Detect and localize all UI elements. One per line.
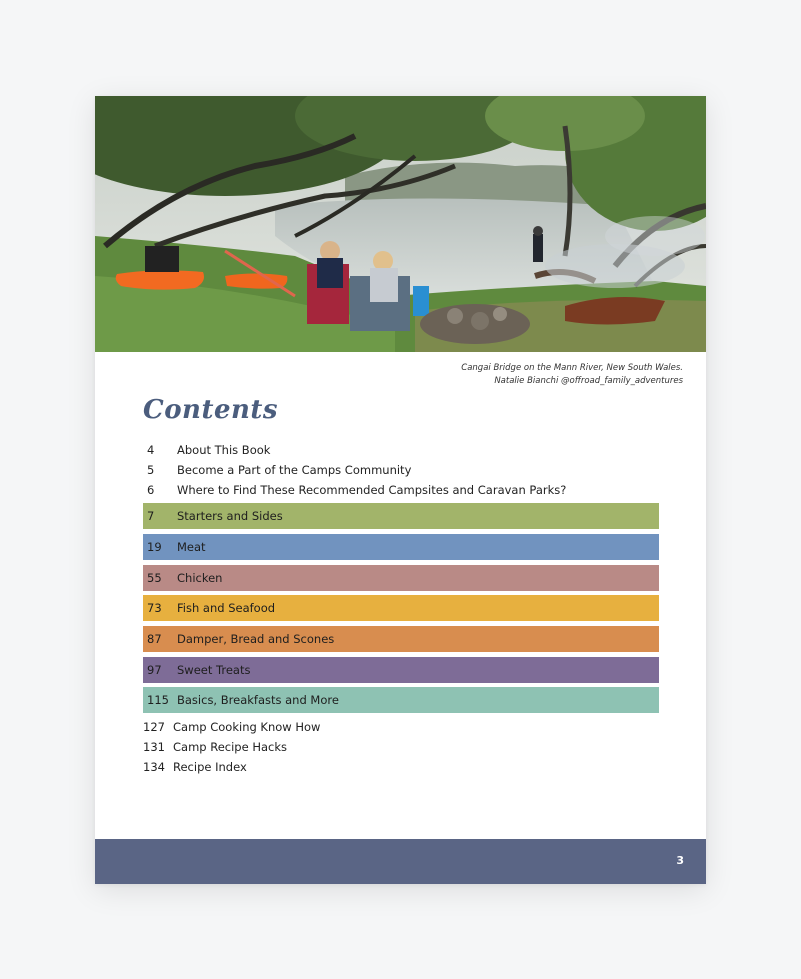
- toc-entry[interactable]: [143, 737, 287, 757]
- toc-title: Fish and Seafood: [177, 601, 276, 615]
- toc-page-number: 5: [147, 463, 155, 477]
- book-page: [95, 96, 706, 884]
- toc-title: Chicken: [177, 571, 223, 585]
- toc-page-number: 134: [143, 760, 165, 774]
- toc-title: Sweet Treats: [177, 663, 251, 677]
- toc-section-fish[interactable]: [143, 595, 659, 621]
- page-footer: [95, 839, 706, 884]
- caption-line-1: Cangai Bridge on the Mann River, New South Wales.: [461, 363, 683, 373]
- photo-caption: [461, 362, 683, 388]
- toc-title: Where to Find These Recommended Campsites and Caravan Parks?: [177, 483, 567, 497]
- toc-page-number: 55: [147, 571, 162, 585]
- toc-page-number: 97: [147, 663, 162, 677]
- toc-section-damper[interactable]: [143, 626, 659, 652]
- toc-title: Basics, Breakfasts and More: [177, 693, 339, 707]
- campsite-photo: [95, 96, 706, 352]
- toc-section-chicken[interactable]: [143, 565, 659, 591]
- toc-title: Camp Cooking Know How: [173, 720, 321, 734]
- toc-page-number: 87: [147, 632, 162, 646]
- toc-entry[interactable]: [143, 717, 320, 737]
- toc-entry[interactable]: [143, 480, 566, 500]
- caption-line-2: Natalie Bianchi @offroad_family_adventures: [494, 376, 683, 386]
- toc-title: Meat: [177, 540, 206, 554]
- toc-page-number: 19: [147, 540, 162, 554]
- toc-title: Damper, Bread and Scones: [177, 632, 335, 646]
- toc-title: Become a Part of the Camps Community: [177, 463, 412, 477]
- toc-page-number: 4: [147, 443, 155, 457]
- toc-title: Camp Recipe Hacks: [173, 740, 288, 754]
- toc-page-number: 7: [147, 509, 155, 523]
- toc-title: Recipe Index: [173, 760, 247, 774]
- toc-entry[interactable]: [143, 757, 247, 777]
- toc-title: About This Book: [177, 443, 271, 457]
- toc-section-starters[interactable]: [143, 503, 659, 529]
- toc-page-number: 127: [143, 720, 165, 734]
- toc-entry[interactable]: [143, 460, 411, 480]
- toc-page-number: 73: [147, 601, 162, 615]
- toc-section-sweet-treats[interactable]: [143, 657, 659, 683]
- page-number: 3: [676, 854, 684, 867]
- toc-page-number: 131: [143, 740, 165, 754]
- contents-heading: Contents: [143, 395, 279, 425]
- toc-page-number: 115: [147, 693, 169, 707]
- toc-page-number: 6: [147, 483, 155, 497]
- toc-section-meat[interactable]: [143, 534, 659, 560]
- toc-title: Starters and Sides: [177, 509, 283, 523]
- toc-entry[interactable]: [143, 440, 270, 460]
- toc-section-basics[interactable]: [143, 687, 659, 713]
